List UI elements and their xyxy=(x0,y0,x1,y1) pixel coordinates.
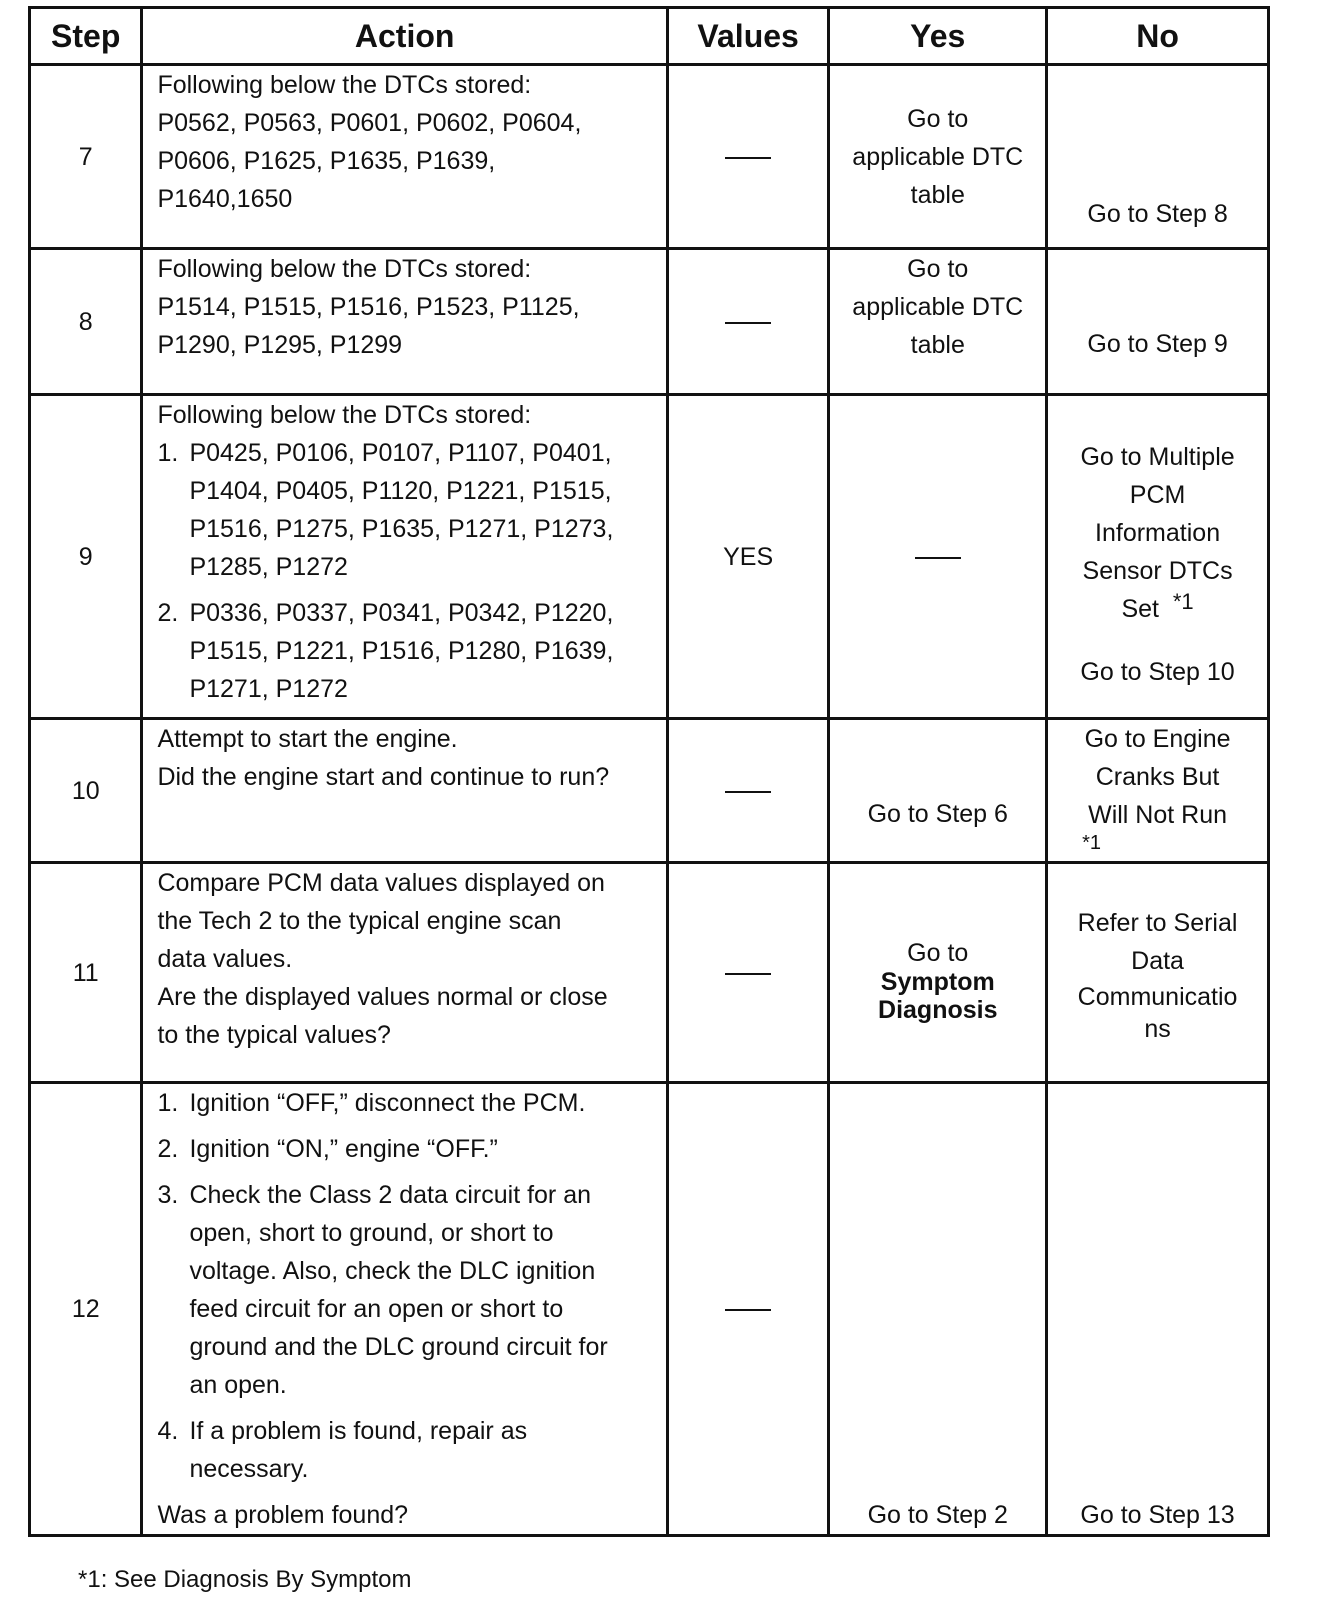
header-no: No xyxy=(1047,8,1269,65)
step-number: 12 xyxy=(30,1083,142,1536)
footnote-ref: *1 xyxy=(1172,589,1194,614)
value-cell xyxy=(667,65,829,249)
yes-cell xyxy=(829,395,1047,719)
procedure-list xyxy=(157,1084,655,1488)
header-step: Step xyxy=(30,8,142,65)
no-line xyxy=(1048,590,1267,629)
dash-mark xyxy=(725,1309,771,1311)
value-cell xyxy=(667,1083,829,1536)
list-line: P1285, P1272 xyxy=(189,553,348,581)
yes-cell xyxy=(829,65,1047,249)
yes-line: Go to xyxy=(907,255,969,283)
no-cell: Go to Step 8 xyxy=(1047,65,1269,249)
diagnostic-table xyxy=(28,6,1270,1537)
list-line: P1515, P1221, P1516, P1280, P1639, xyxy=(189,637,614,665)
action-line: Following below the DTCs stored: xyxy=(157,255,532,283)
list-line: ground and the DLC ground circuit for xyxy=(189,1333,608,1361)
action-line: P0606, P1625, P1635, P1639, xyxy=(157,147,496,175)
table-row xyxy=(30,863,1269,1083)
list-number: 2. xyxy=(157,1135,179,1163)
no-line: Will Not Run xyxy=(1088,801,1228,829)
no-cell xyxy=(1047,395,1269,719)
no-line: ns xyxy=(1144,1015,1171,1043)
no-line: PCM xyxy=(1129,481,1186,509)
step-number: 8 xyxy=(30,249,142,395)
list-line: Ignition “OFF,” disconnect the PCM. xyxy=(189,1089,586,1117)
step-number: 10 xyxy=(30,719,142,863)
header-values: Values xyxy=(667,8,829,65)
action-cell xyxy=(142,719,667,863)
list-item xyxy=(157,594,655,708)
dash-mark xyxy=(915,557,961,559)
no-set-label: Set xyxy=(1121,595,1159,623)
yes-cell xyxy=(829,863,1047,1083)
action-cell xyxy=(142,863,667,1083)
list-number: 4. xyxy=(157,1417,179,1445)
action-line: to the typical values? xyxy=(157,1021,391,1049)
list-line: Check the Class 2 data circuit for an xyxy=(189,1181,592,1209)
list-number: 1. xyxy=(157,1089,179,1117)
no-else: Go to Step 10 xyxy=(1080,658,1235,686)
list-line: If a problem is found, repair as xyxy=(189,1417,528,1445)
dash-mark xyxy=(725,973,771,975)
table-row xyxy=(30,65,1269,249)
dash-mark xyxy=(725,322,771,324)
step-number: 9 xyxy=(30,395,142,719)
action-intro: Following below the DTCs stored: xyxy=(157,401,532,429)
list-number: 3. xyxy=(157,1181,179,1209)
no-line: Data xyxy=(1131,947,1184,975)
action-line: P1640,1650 xyxy=(157,185,293,213)
no-line: Sensor DTCs xyxy=(1082,557,1233,585)
action-line: Attempt to start the engine. xyxy=(157,725,458,753)
list-line: P0336, P0337, P0341, P0342, P1220, xyxy=(189,599,614,627)
list-line: feed circuit for an open or short to xyxy=(189,1295,564,1323)
list-line: Ignition “ON,” engine “OFF.” xyxy=(189,1135,498,1163)
list-number: 2. xyxy=(157,599,179,627)
list-line: necessary. xyxy=(189,1455,309,1483)
header-yes: Yes xyxy=(829,8,1047,65)
value-cell xyxy=(667,863,829,1083)
footnote: *1: See Diagnosis By Symptom xyxy=(78,1566,412,1593)
list-number: 1. xyxy=(157,439,179,467)
no-cell xyxy=(1047,719,1269,863)
list-line: P0425, P0106, P0107, P1107, P0401, xyxy=(189,439,612,467)
step-number: 11 xyxy=(30,863,142,1083)
value-cell: YES xyxy=(667,395,829,719)
no-cell: Go to Step 13 xyxy=(1047,1083,1269,1536)
step-number: 7 xyxy=(30,65,142,249)
yes-cell: Go to Step 2 xyxy=(829,1083,1047,1536)
no-line: Go to Engine xyxy=(1084,725,1231,753)
list-line: an open. xyxy=(189,1371,287,1399)
value-cell xyxy=(667,249,829,395)
table-row xyxy=(30,719,1269,863)
action-line: Are the displayed values normal or close xyxy=(157,983,608,1011)
no-line: Refer to Serial xyxy=(1077,909,1238,937)
action-cell xyxy=(142,1083,667,1536)
list-item xyxy=(157,434,655,586)
header-row xyxy=(30,8,1269,65)
action-cell xyxy=(142,65,667,249)
yes-cell xyxy=(829,249,1047,395)
list-item xyxy=(157,1084,655,1122)
list-item xyxy=(157,1176,655,1404)
yes-line: applicable DTC xyxy=(852,293,1024,321)
action-line: P0562, P0563, P0601, P0602, P0604, xyxy=(157,109,582,137)
list-line: open, short to ground, or short to xyxy=(189,1219,554,1247)
table-row xyxy=(30,1083,1269,1536)
value-cell xyxy=(667,719,829,863)
list-item xyxy=(157,1130,655,1168)
table-row xyxy=(30,395,1269,719)
action-line: Compare PCM data values displayed on xyxy=(157,869,605,897)
yes-line: applicable DTC xyxy=(852,142,1024,171)
list-line: P1404, P0405, P1120, P1221, P1515, xyxy=(189,477,612,505)
header-action: Action xyxy=(142,8,667,65)
footnote-ref: *1 xyxy=(1082,832,1102,854)
dtc-list xyxy=(157,434,655,708)
no-cell: Go to Step 9 xyxy=(1047,249,1269,395)
list-line: voltage. Also, check the DLC ignition xyxy=(189,1257,596,1285)
no-line: Cranks But xyxy=(1095,763,1220,791)
action-line: data values. xyxy=(157,945,293,973)
table-row xyxy=(30,249,1269,395)
action-cell xyxy=(142,395,667,719)
list-line: P1271, P1272 xyxy=(189,675,348,703)
yes-line: Go to xyxy=(907,939,969,967)
action-line: the Tech 2 to the typical engine scan xyxy=(157,907,562,935)
no-line: Go to Multiple xyxy=(1080,443,1235,471)
yes-cell: Go to Step 6 xyxy=(829,719,1047,863)
list-item xyxy=(157,1412,655,1488)
symptom-diagnosis-link[interactable]: Diagnosis xyxy=(878,996,998,1024)
symptom-diagnosis-link[interactable]: Symptom xyxy=(880,968,995,996)
no-line: Communicatio xyxy=(1077,983,1238,1011)
yes-line: Go to xyxy=(907,104,969,133)
action-line: Did the engine start and continue to run? xyxy=(157,763,610,791)
action-line: Following below the DTCs stored: xyxy=(157,71,532,99)
no-cell xyxy=(1047,863,1269,1083)
action-line: P1514, P1515, P1516, P1523, P1125, xyxy=(157,293,580,321)
no-line: Information xyxy=(1095,519,1221,547)
action-cell xyxy=(142,249,667,395)
list-line: P1516, P1275, P1635, P1271, P1273, xyxy=(189,515,614,543)
action-line: P1290, P1295, P1299 xyxy=(157,331,403,359)
action-question: Was a problem found? xyxy=(157,1501,409,1529)
dash-mark xyxy=(725,157,771,159)
dash-mark xyxy=(725,791,771,793)
yes-line: table xyxy=(910,180,965,209)
yes-line: table xyxy=(910,331,965,359)
